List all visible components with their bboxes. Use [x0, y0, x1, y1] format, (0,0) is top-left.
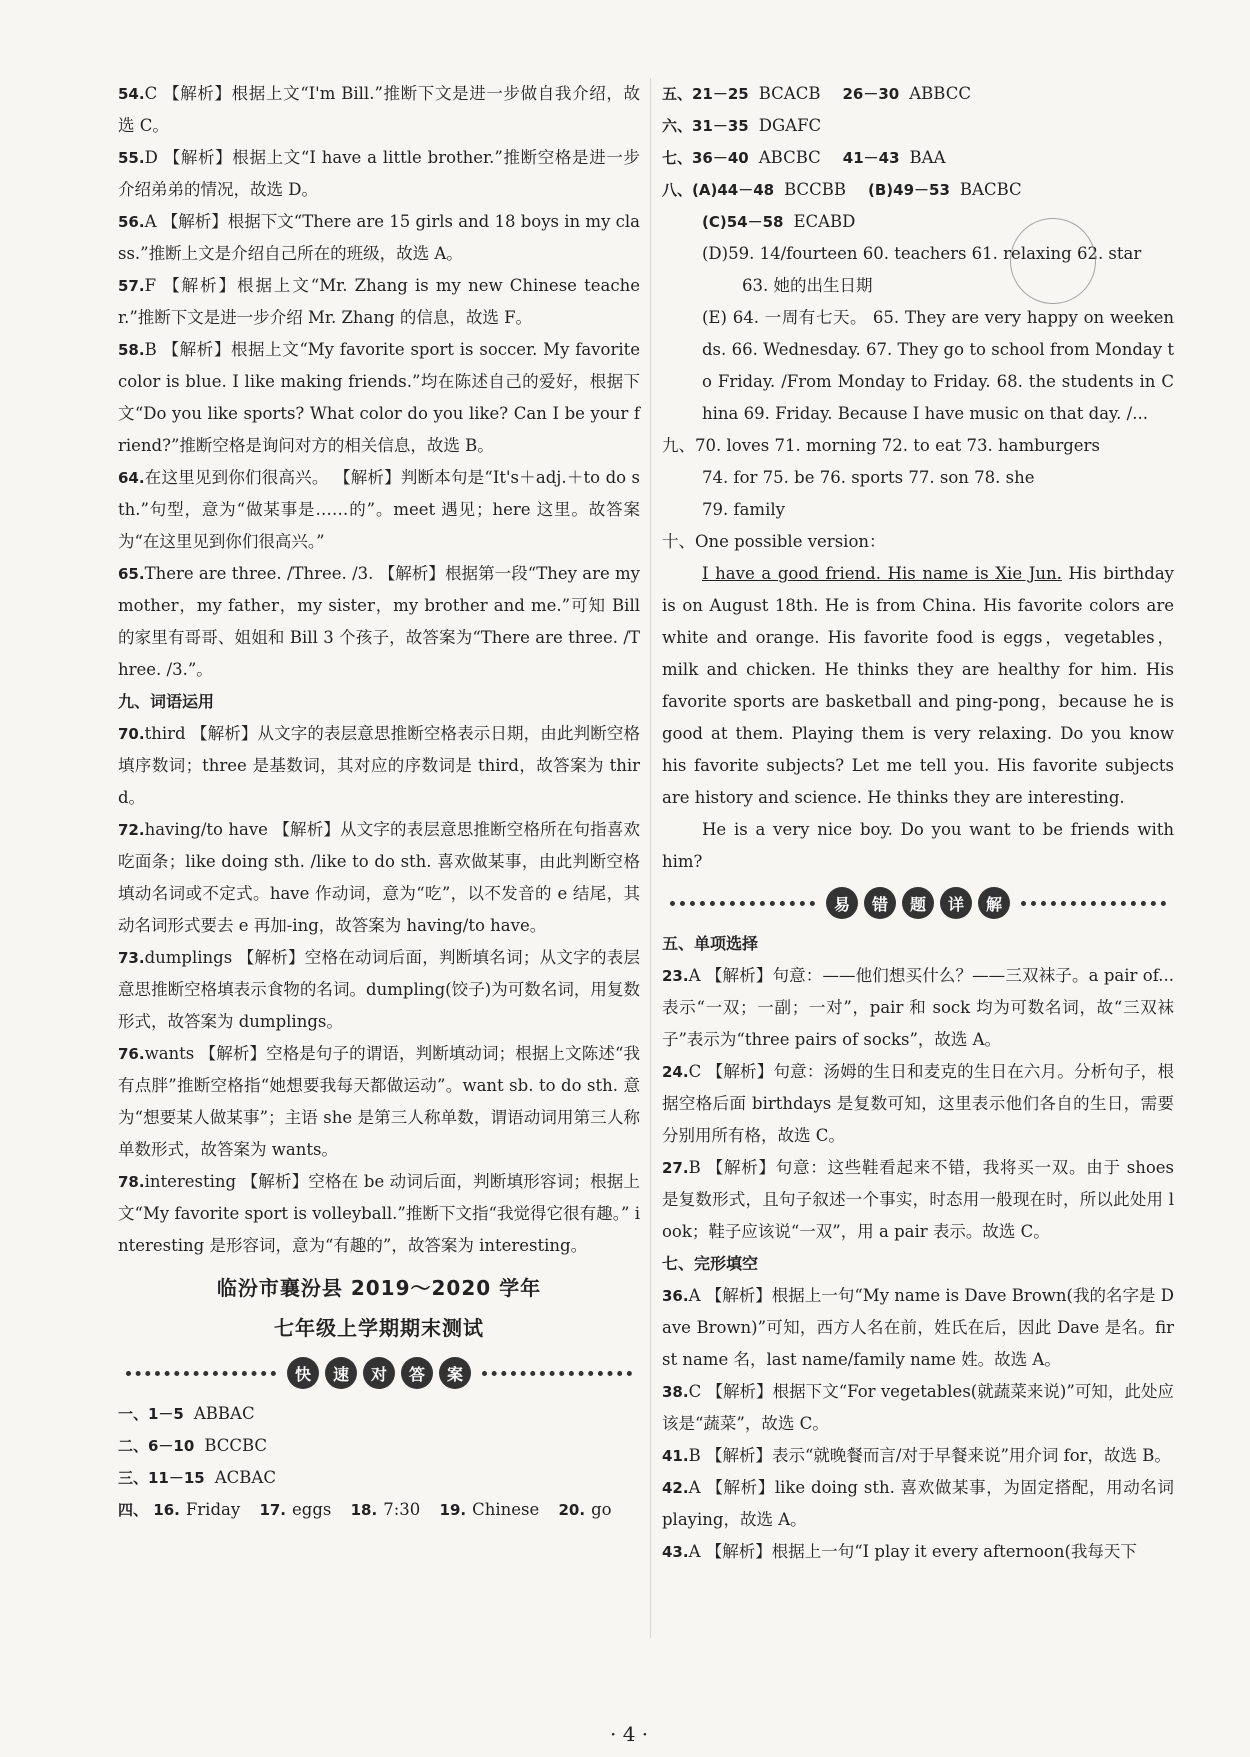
section-title-writing: 十、One possible version：	[662, 532, 886, 551]
section-title-single-choice: 五、单项选择	[662, 934, 759, 953]
answer-row: 二、6－10 BCCBC	[118, 1436, 268, 1455]
answer-item: 73.dumplings 【解析】空格在动词后面，判断填名词；从文字的表层意思推断空格填表示食物的名词。dumpling(饺子)为可数名词，用复数形式，故答案为 dumplings。	[118, 948, 640, 1031]
answer-row: 63. 她的出生日期	[742, 276, 873, 295]
answer-item: 24.C 【解析】句意：汤姆的生日和麦克的生日在六月。分析句子，根据空格后面 birthdays 是复数可知，这里表示他们各自的生日，需要分别用所有格，故选 C。	[662, 1062, 1174, 1145]
banner-char: 速	[325, 1357, 357, 1389]
answer-row: 八、(A)44－48 BCCBB (B)49－53 BACBC	[662, 180, 1022, 199]
answer-row: 九、70. loves 71. morning 72. to eat 73. hamburgers	[662, 436, 1100, 455]
answer-row: 一、1－5 ABBAC	[118, 1404, 255, 1423]
banner-char: 易	[826, 887, 858, 919]
answer-row: 四、 16. Friday 17. eggs 18. 7:30 19. Chinese 20. go	[118, 1500, 612, 1519]
banner-char: 解	[978, 887, 1010, 919]
section-title-cloze: 七、完形填空	[662, 1254, 759, 1273]
answer-row: 三、11－15 ACBAC	[118, 1468, 276, 1487]
test-title-line2: 七年级上学期期末测试	[274, 1316, 484, 1340]
essay-underlined-sentence: I have a good friend. His name is Xie Jun.	[702, 564, 1062, 583]
answer-item: 78.interesting 【解析】空格在 be 动词后面，判断填形容词；根据上文“My favorite sport is volleyball.”推断下文指“我觉得它很有趣。” interesting 是形容词，意为“有趣的”，故答案为 interesting。	[118, 1172, 640, 1255]
essay-paragraph: He is a very nice boy. Do you want to be friends with him?	[662, 820, 1174, 871]
answer-item: 54.C 【解析】根据上文“I'm Bill.”推断下文是进一步做自我介绍，故选 C。	[118, 84, 640, 135]
answer-key-rows	[662, 78, 1174, 558]
quick-answer-banner	[118, 1356, 640, 1390]
answer-row: 74. for 75. be 76. sports 77. son 78. she	[702, 468, 1035, 487]
page-number: · 4 ·	[610, 1722, 649, 1746]
right-column	[662, 78, 1174, 1568]
answer-row: 七、36－40 ABCBC 41－43 BAA	[662, 148, 946, 167]
banner-char: 题	[902, 887, 934, 919]
dotted-rule	[670, 901, 815, 906]
banner-char: 案	[439, 1357, 471, 1389]
test-title-line1: 临汾市襄汾县 2019～2020 学年	[216, 1276, 542, 1300]
answer-row: 五、21－25 BCACB 26－30 ABBCC	[662, 84, 971, 103]
answer-item: 70.third 【解析】从文字的表层意思推断空格表示日期，由此判断空格填序数词；three 是基数词，其对应的序数词是 third，故答案为 third。	[118, 724, 640, 807]
banner-char: 错	[864, 887, 896, 919]
model-essay	[662, 558, 1174, 878]
banner-char: 对	[363, 1357, 395, 1389]
answer-block-e: (E) 64. 一周有七天。 65. They are very happy on weekends. 66. Wednesday. 67. They go to school from Monday to Friday. /From Monday to Friday. 68. the students in China 69. Friday. Because I have music on that day. /...	[702, 308, 1174, 423]
answer-item: 36.A 【解析】根据上一句“My name is Dave Brown(我的名字是 Dave Brown)”可知，西方人名在前，姓氏在后，因此 Dave 是名。first name 名，last name/family name 姓。故选 A。	[662, 1286, 1174, 1369]
answer-item: 72.having/to have 【解析】从文字的表层意思推断空格所在句指喜欢吃面条；like doing sth. /like to do sth. 喜欢做某事，由此判断空格填动名词或不定式。have 作动词，意为“吃”，以不发音的 e 结尾，其动名词形式要去 e 再加-ing，故答案为 having/to have。	[118, 820, 640, 935]
answer-list-left	[118, 78, 640, 686]
answer-row: (C)54－58 ECABD	[702, 212, 856, 231]
answer-item: 23.A 【解析】句意：——他们想买什么？——三双袜子。a pair of... 表示“一双；一副；一对”，pair 和 sock 均为可数名词，故“三双袜子”表示为“three pairs of socks”，故选 A。	[662, 966, 1174, 1049]
answer-list-single-choice	[662, 960, 1174, 1248]
answer-item: 56.A 【解析】根据下文“There are 15 girls and 18 boys in my class.”推断上文是介绍自己所在的班级，故选 A。	[118, 212, 640, 263]
quick-answers	[118, 1398, 640, 1526]
essay-paragraph: I have a good friend. His name is Xie Jun. His birthday is on August 18th. He is from China. His favorite colors are white and orange. His favorite food is eggs，vegetables，milk and chicken. He thinks they are healthy for him. His favorite sports are basketball and ping-pong，because he is good at them. Playing them is very relaxing. Do you know his favorite subjects? Let me tell you. His favorite subjects are history and science. He thinks they are interesting.	[662, 564, 1174, 807]
answer-item: 58.B 【解析】根据上文“My favorite sport is soccer. My favorite color is blue. I like making friends.”均在陈述自己的爱好，根据下文“Do you like sports? What color do you like? Can I be your friend?”推断空格是询问对方的相关信息，故选 B。	[118, 340, 640, 455]
dotted-rule	[1021, 901, 1166, 906]
answer-list-vocab	[118, 718, 640, 1262]
column-divider	[650, 78, 651, 1638]
answer-item: 76.wants 【解析】空格是句子的谓语，判断填动词；根据上文陈述“我有点胖”推断空格指“她想要我每天都做运动”。want sb. to do sth. 意为“想要某人做某事”；主语 she 是第三人称单数，谓语动词用第三人称单数形式，故答案为 wants。	[118, 1044, 640, 1159]
section-title-vocab: 九、词语运用	[118, 692, 215, 711]
answer-item: 65.There are three. /Three. /3. 【解析】根据第一段“They are my mother，my father，my sister，my brother and me.”可知 Bill 的家里有哥哥、姐姐和 Bill 3 个孩子，故答案为“There are three. /Three. /3.”。	[118, 564, 640, 679]
answer-item: 38.C 【解析】根据下文“For vegetables(就蔬菜来说)”可知，此处应该是“蔬菜”，故选 C。	[662, 1382, 1174, 1433]
dotted-rule	[482, 1371, 632, 1376]
answer-row: 79. family	[702, 500, 785, 519]
answer-item: 27.B 【解析】句意：这些鞋看起来不错，我将买一双。由于 shoes 是复数形式，且句子叙述一个事实，时态用一般现在时，所以此处用 look；鞋子应该说“一双”，用 a pair 表示。故选 C。	[662, 1158, 1174, 1241]
banner-char: 详	[940, 887, 972, 919]
left-column	[118, 78, 640, 1526]
answer-item: 57.F 【解析】根据上文“Mr. Zhang is my new Chinese teacher.”推断下文是进一步介绍 Mr. Zhang 的信息，故选 F。	[118, 276, 640, 327]
answer-item: 42.A 【解析】like doing sth. 喜欢做某事，为固定搭配，用动名词 playing，故选 A。	[662, 1478, 1174, 1529]
answer-row: 六、31－35 DGAFC	[662, 116, 822, 135]
answer-row: (D)59. 14/fourteen 60. teachers 61. relaxing 62. star	[702, 244, 1142, 263]
banner-char: 快	[287, 1357, 319, 1389]
banner-char: 答	[401, 1357, 433, 1389]
answer-item: 64.在这里见到你们很高兴。 【解析】判断本句是“It's＋adj.＋to do sth.”句型，意为“做某事是……的”。meet 遇见；here 这里。故答案为“在这里见到你们很高兴。”	[118, 468, 640, 551]
answer-item: 43.A 【解析】根据上一句“I play it every afternoon(我每天下	[662, 1542, 1137, 1561]
answer-item: 55.D 【解析】根据上文“I have a little brother.”推断空格是进一步介绍弟弟的情况，故选 D。	[118, 148, 640, 199]
dotted-rule	[126, 1371, 276, 1376]
answer-item: 41.B 【解析】表示“就晚餐而言/对于早餐来说”用介词 for，故选 B。	[662, 1446, 1171, 1465]
error-analysis-banner	[662, 886, 1174, 920]
answer-list-cloze	[662, 1280, 1174, 1568]
